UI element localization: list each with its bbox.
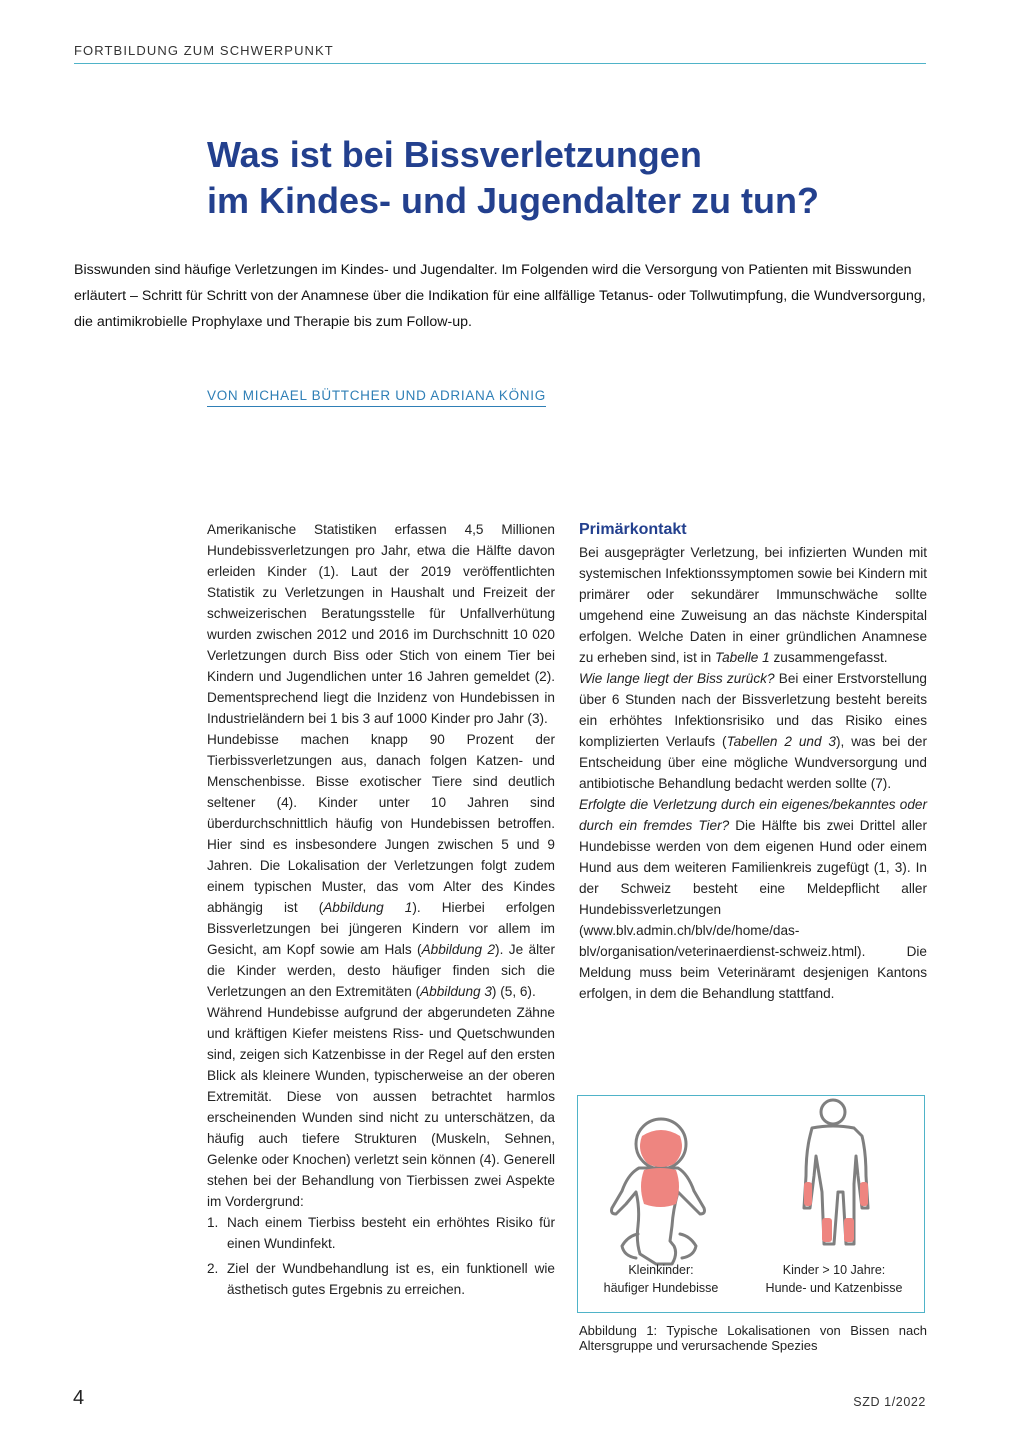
paragraph: Während Hundebisse aufgrund der abgerundeten Zähne und kräftigen Kiefer meistens Riss- und Quetschwunden sind, zeigen sich Katzenbisse in der Regel auf den ersten Blick als kleinere Wunden, typischerweise an der oberen Extremität. Diese von aussen betrachtet harmlos erscheinenden Wunden sind nicht zu unterschätzen, da häufig auch tiefere Strukturen (Muskeln, Sehnen, Gelenke oder Knochen) verletzt sein können (4). Generell stehen bei der Behandlung von Tierbissen zwei Aspekte im Vordergrund: [207, 1005, 555, 1209]
article-title [207, 132, 927, 224]
table-reference: Tabelle 1 [715, 650, 770, 665]
article-lead: Bisswunden sind häufige Verletzungen im Kindes- und Jugendalter. Im Folgenden wird die Versorgung von Patienten mit Bisswunden erläutert – Schritt für Schritt von der Anamnese über die Indikation für eine allfällige Tetanus- oder Tollwutimpfung, die Wundversorgung, die antimikrobielle Prophylaxe und Therapie bis zum Follow-up. [74, 262, 926, 330]
header-divider [74, 63, 926, 64]
figure-caption-toddlers: Kleinkinder: häufiger Hundebisse [603, 1263, 719, 1295]
section-label: FORTBILDUNG ZUM SCHWERPUNKT [74, 43, 334, 58]
figure-caption: Abbildung 1: Typische Lokalisationen von Bissen nach Altersgruppe und verursachende Spezies [579, 1323, 927, 1353]
title-line-1: Was ist bei Bissverletzungen [207, 134, 702, 175]
paragraph: Amerikanische Statistiken erfassen 4,5 Millionen Hundebissverletzungen pro Jahr, etwa die Hälfte davon erleiden Kinder (1). Laut der 2019 veröffentlichten Statistik zu Verletzungen in Haushalt und Freizeit der schweizerischen Beratungsstelle für Unfallverhütung wurden zwischen 2012 und 2016 im Durchschnitt 10 020 Verletzungen durch Biss oder Stich von einem Tier bei Kindern und Jugendlichen unter 16 Jahren gemeldet (2). Dementsprechend liegt die Inzidenz von Hundebissen in Industrieländern bei 1 bis 3 auf 1000 Kinder pro Jahr (3). [207, 522, 555, 726]
paragraph: Bei ausgeprägter Verletzung, bei infizierten Wunden mit systemischen Infektionssymptomen sowie bei Kindern mit primärer oder sekundärer Immunschwäche sollte umgehend eine Zuweisung an das nächste Kinderspital erfolgen. Welche Daten in einer gründlichen Anamnese zu erheben sind, ist in Tabelle 1 zusammengefasst. [579, 545, 927, 665]
column-right [579, 519, 927, 1004]
question-lead: Wie lange liegt der Biss zurück? [579, 671, 775, 686]
table-reference: Tabellen 2 und 3 [726, 734, 836, 749]
figure-1 [577, 1095, 925, 1313]
figure-reference: Abbildung 3 [420, 984, 492, 999]
title-line-2: im Kindes- und Jugendalter zu tun? [207, 180, 819, 221]
column-left [207, 519, 555, 1300]
figure-reference: Abbildung 1 [323, 900, 413, 915]
question-lead: Erfolgte die Verletzung durch ein eigenes/bekanntes oder durch ein fremdes Tier? [579, 797, 927, 833]
figure-reference: Abbildung 2 [421, 942, 496, 957]
paragraph: Wie lange liegt der Biss zurück? Bei einer Erstvorstellung über 6 Stunden nach der Bissverletzung besteht bereits ein erhöhtes Infektionsrisiko und das Risiko eines komplizierten Verlaufs (Tabellen 2 und 3), was bei der Entscheidung über eine mögliche Wundversorgung und antibiotische Behandlung bedacht werden sollte (7). [579, 671, 927, 791]
child-figure [804, 1100, 868, 1244]
numbered-list [207, 1212, 555, 1300]
paragraph: Erfolgte die Verletzung durch ein eigenes/bekanntes oder durch ein fremdes Tier? Die Hälfte bis zwei Drittel aller Hundebisse werden von dem eigenen Hund oder einem Hund aus dem weiteren Familienkreis zugefügt (1, 3). In der Schweiz besteht eine Meldepflicht aller Hundebissverletzungen (www.blv.admin.ch/blv/de/home/das-blv/organisation/veterinaerdienst-schweiz.html). Die Meldung muss beim Veterinäramt desjenigen Kantons erfolgen, in dem die Behandlung stattfand. [579, 797, 928, 1001]
author-byline: VON MICHAEL BÜTTCHER UND ADRIANA KÖNIG [207, 388, 546, 407]
section-heading: Primärkontakt [579, 521, 687, 538]
figure-caption-older-children: Kinder > 10 Jahre: Hunde- und Katzenbisse [765, 1263, 903, 1295]
list-item: 2. Ziel der Wundbehandlung ist es, ein funktionell wie ästhetisch gutes Ergebnis zu erreichen. [207, 1261, 555, 1297]
page-number: 4 [73, 1387, 85, 1409]
list-item: 1. Nach einem Tierbiss besteht ein erhöhtes Risiko für einen Wundinfekt. [207, 1215, 555, 1251]
paragraph: Hundebisse machen knapp 90 Prozent der Tierbissverletzungen aus, danach folgen Katzen- und Menschenbisse. Bisse exotischer Tiere sind deutlich seltener (4). Kinder unter 10 Jahren sind überdurchschnittlich häufig von Hundebissen betroffen. Hier sind es insbesondere Jungen zwischen 5 und 9 Jahren. Die Lokalisation der Verletzungen folgt zudem einem typischen Muster, das vom Alter des Kindes abhängig ist (Abbildung 1). Hierbei erfolgen Bissverletzungen bei jüngeren Kindern vor allem im Gesicht, am Kopf sowie am Hals (Abbildung 2). Je älter die Kinder werden, desto häufiger finden sich die Verletzungen an den Extremitäten (Abbildung 3) (5, 6). [207, 732, 555, 999]
issue-label: SZD 1/2022 [853, 1395, 926, 1409]
